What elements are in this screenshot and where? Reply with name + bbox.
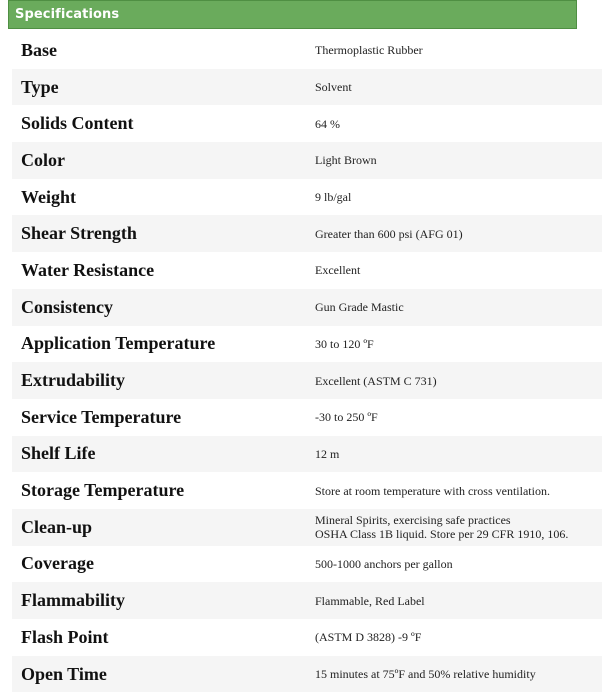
spec-label: Type: [21, 76, 59, 97]
spec-label: Service Temperature: [21, 406, 182, 427]
spec-value-line: Flammable, Red Label: [315, 593, 425, 608]
spec-value: [315, 410, 602, 424]
spec-label: Color: [21, 149, 65, 170]
spec-row: [12, 326, 602, 363]
spec-value-line: 15 minutes at 75ºF and 50% relative humidity: [315, 667, 536, 682]
spec-value-line: 12 m: [315, 446, 340, 461]
spec-value: [315, 557, 602, 571]
spec-value-line: 500-1000 anchors per gallon: [315, 556, 453, 571]
spec-value-line: 30 to 120 ºF: [315, 336, 374, 351]
spec-row: [12, 289, 602, 326]
spec-value: [315, 80, 602, 94]
spec-value: [315, 630, 602, 644]
spec-value-line: Store at room temperature with cross ventilation.: [315, 483, 550, 498]
spec-row: [12, 142, 602, 179]
spec-value-line: Thermoplastic Rubber: [315, 43, 423, 58]
spec-value-line: -30 to 250 ºF: [315, 410, 378, 425]
spec-value-line: Solvent: [315, 80, 352, 95]
spec-value: [315, 43, 602, 57]
spec-value-line: Greater than 600 psi (AFG 01): [315, 226, 463, 241]
spec-label: Consistency: [21, 296, 114, 317]
spec-value: [315, 374, 602, 388]
spec-row: [12, 69, 602, 106]
specifications-title: Specifications: [15, 7, 120, 22]
spec-row: [12, 215, 602, 252]
spec-value-line: Excellent: [315, 263, 361, 278]
spec-label: Shelf Life: [21, 443, 96, 464]
spec-value: [315, 153, 602, 167]
spec-row: [12, 546, 602, 583]
spec-row: [12, 105, 602, 142]
spec-row: [12, 582, 602, 619]
spec-row: [12, 252, 602, 289]
spec-row: [12, 32, 602, 69]
specifications-header: [8, 0, 577, 29]
spec-value-line: Mineral Spirits, exercising safe practices: [315, 513, 511, 528]
spec-value: [315, 117, 602, 131]
spec-label: Storage Temperature: [21, 480, 185, 501]
spec-row: [12, 509, 602, 546]
spec-value-line: Excellent (ASTM C 731): [315, 373, 437, 388]
spec-label: Open Time: [21, 663, 107, 684]
spec-row: [12, 179, 602, 216]
spec-row: [12, 362, 602, 399]
spec-row: [12, 656, 602, 693]
specifications-table: [12, 32, 602, 692]
spec-label: Extrudability: [21, 370, 126, 391]
spec-label: Coverage: [21, 553, 94, 574]
spec-value: [315, 227, 602, 241]
spec-label: Flash Point: [21, 626, 109, 647]
spec-value: [315, 594, 602, 608]
spec-label: Base: [21, 39, 57, 60]
spec-value-line: Gun Grade Mastic: [315, 300, 404, 315]
spec-value: [315, 337, 602, 351]
spec-label: Weight: [21, 186, 77, 207]
spec-label: Clean-up: [21, 516, 93, 537]
spec-value-line: OSHA Class 1B liquid. Store per 29 CFR 1910, 106.: [315, 527, 569, 542]
spec-label: Flammability: [21, 590, 125, 611]
spec-row: [12, 436, 602, 473]
spec-value: [315, 263, 602, 277]
spec-label: Solids Content: [21, 113, 134, 134]
spec-value: [315, 447, 602, 461]
spec-value: [315, 513, 602, 541]
spec-value: [315, 300, 602, 314]
spec-value: [315, 484, 602, 498]
spec-row: [12, 472, 602, 509]
spec-row: [12, 399, 602, 436]
spec-label: Shear Strength: [21, 223, 137, 244]
spec-value: [315, 190, 602, 204]
spec-value: [315, 667, 602, 681]
spec-value-line: 9 lb/gal: [315, 190, 352, 205]
spec-label: Application Temperature: [21, 333, 216, 354]
spec-value-line: 64 %: [315, 116, 340, 131]
spec-row: [12, 619, 602, 656]
spec-value-line: (ASTM D 3828) -9 ºF: [315, 630, 422, 645]
spec-value-line: Light Brown: [315, 153, 377, 168]
spec-label: Water Resistance: [21, 259, 155, 280]
